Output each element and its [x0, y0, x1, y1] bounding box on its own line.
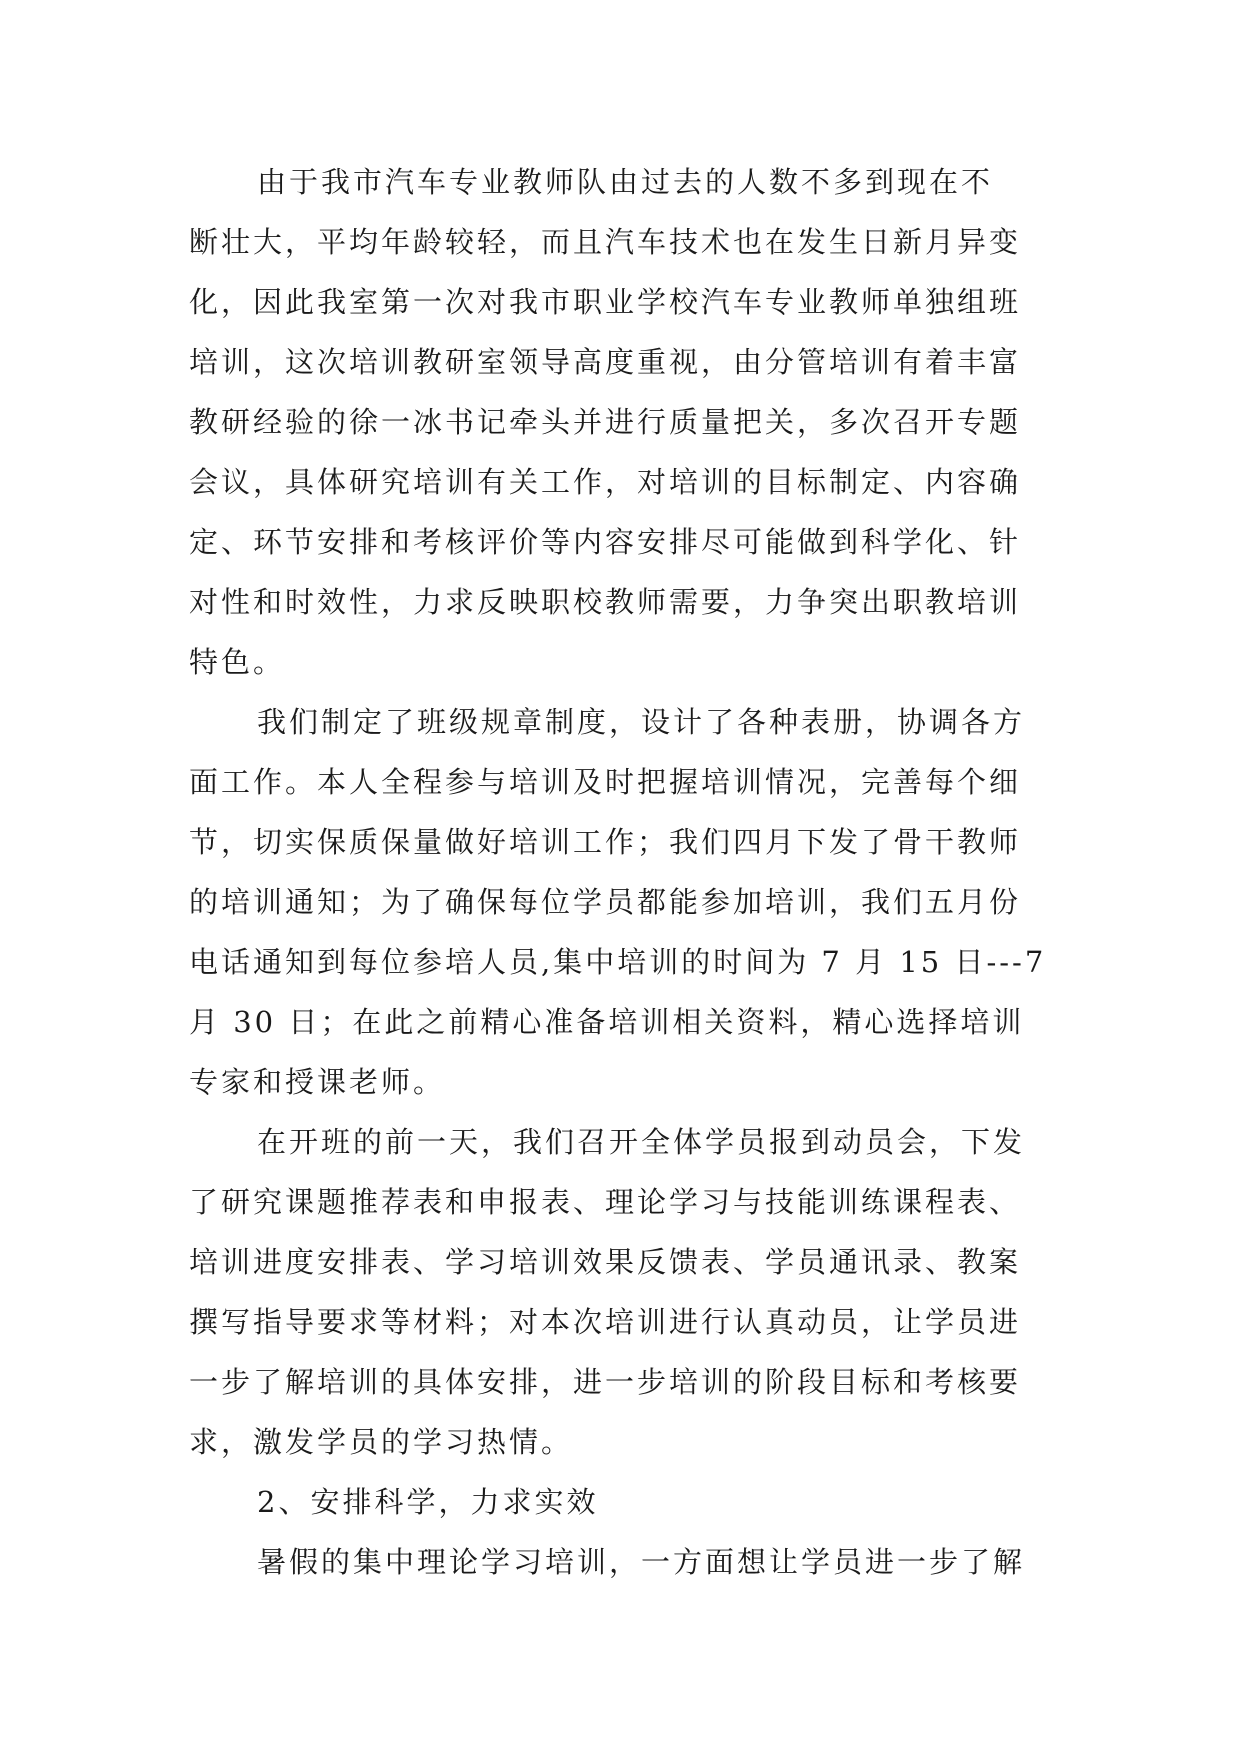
text-line: 培训进度安排表、学习培训效果反馈表、学员通讯录、教案	[189, 1245, 1022, 1279]
text-line: 电话通知到每位参培人员,集中培训的时间为 7 月 15 日---7	[189, 945, 1047, 979]
text-line: 面工作。本人全程参与培训及时把握培训情况，完善每个细	[189, 765, 1022, 799]
text-line: 会议，具体研究培训有关工作，对培训的目标制定、内容确	[189, 465, 1022, 499]
text-line: 断壮大，平均年龄较轻，而且汽车技术也在发生日新月异变	[189, 225, 1022, 259]
text-line: 专家和授课老师。	[189, 1065, 446, 1099]
text-line: 由于我市汽车专业教师队由过去的人数不多到现在不	[257, 165, 994, 199]
text-line: 教研经验的徐一冰书记牵头并进行质量把关，多次召开专题	[189, 405, 1022, 439]
text-line: 对性和时效性，力求反映职校教师需要，力争突出职教培训	[189, 585, 1022, 619]
text-line: 节，切实保质保量做好培训工作；我们四月下发了骨干教师	[189, 825, 1022, 859]
text-line: 了研究课题推荐表和申报表、理论学习与技能训练课程表、	[189, 1185, 1022, 1219]
document-body	[189, 152, 1059, 1592]
text-line: 定、环节安排和考核评价等内容安排尽可能做到科学化、针	[189, 525, 1022, 559]
text-line: 我们制定了班级规章制度，设计了各种表册，协调各方	[257, 705, 1026, 739]
text-line: 的培训通知；为了确保每位学员都能参加培训，我们五月份	[189, 885, 1022, 919]
text-line: 培训，这次培训教研室领导高度重视，由分管培训有着丰富	[189, 345, 1022, 379]
text-line: 撰写指导要求等材料；对本次培训进行认真动员，让学员进	[189, 1305, 1022, 1339]
text-line: 化，因此我室第一次对我市职业学校汽车专业教师单独组班	[189, 285, 1022, 319]
text-line: 在开班的前一天，我们召开全体学员报到动员会，下发	[257, 1125, 1026, 1159]
text-line: 暑假的集中理论学习培训，一方面想让学员进一步了解	[257, 1545, 1026, 1579]
text-line: 月 30 日；在此之前精心准备培训相关资料，精心选择培训	[189, 1005, 1025, 1039]
section-heading: 2、安排科学，力求实效	[257, 1485, 599, 1519]
text-line: 求，激发学员的学习热情。	[189, 1425, 574, 1459]
text-line: 特色。	[189, 645, 286, 679]
text-line: 一步了解培训的具体安排，进一步培训的阶段目标和考核要	[189, 1365, 1022, 1399]
